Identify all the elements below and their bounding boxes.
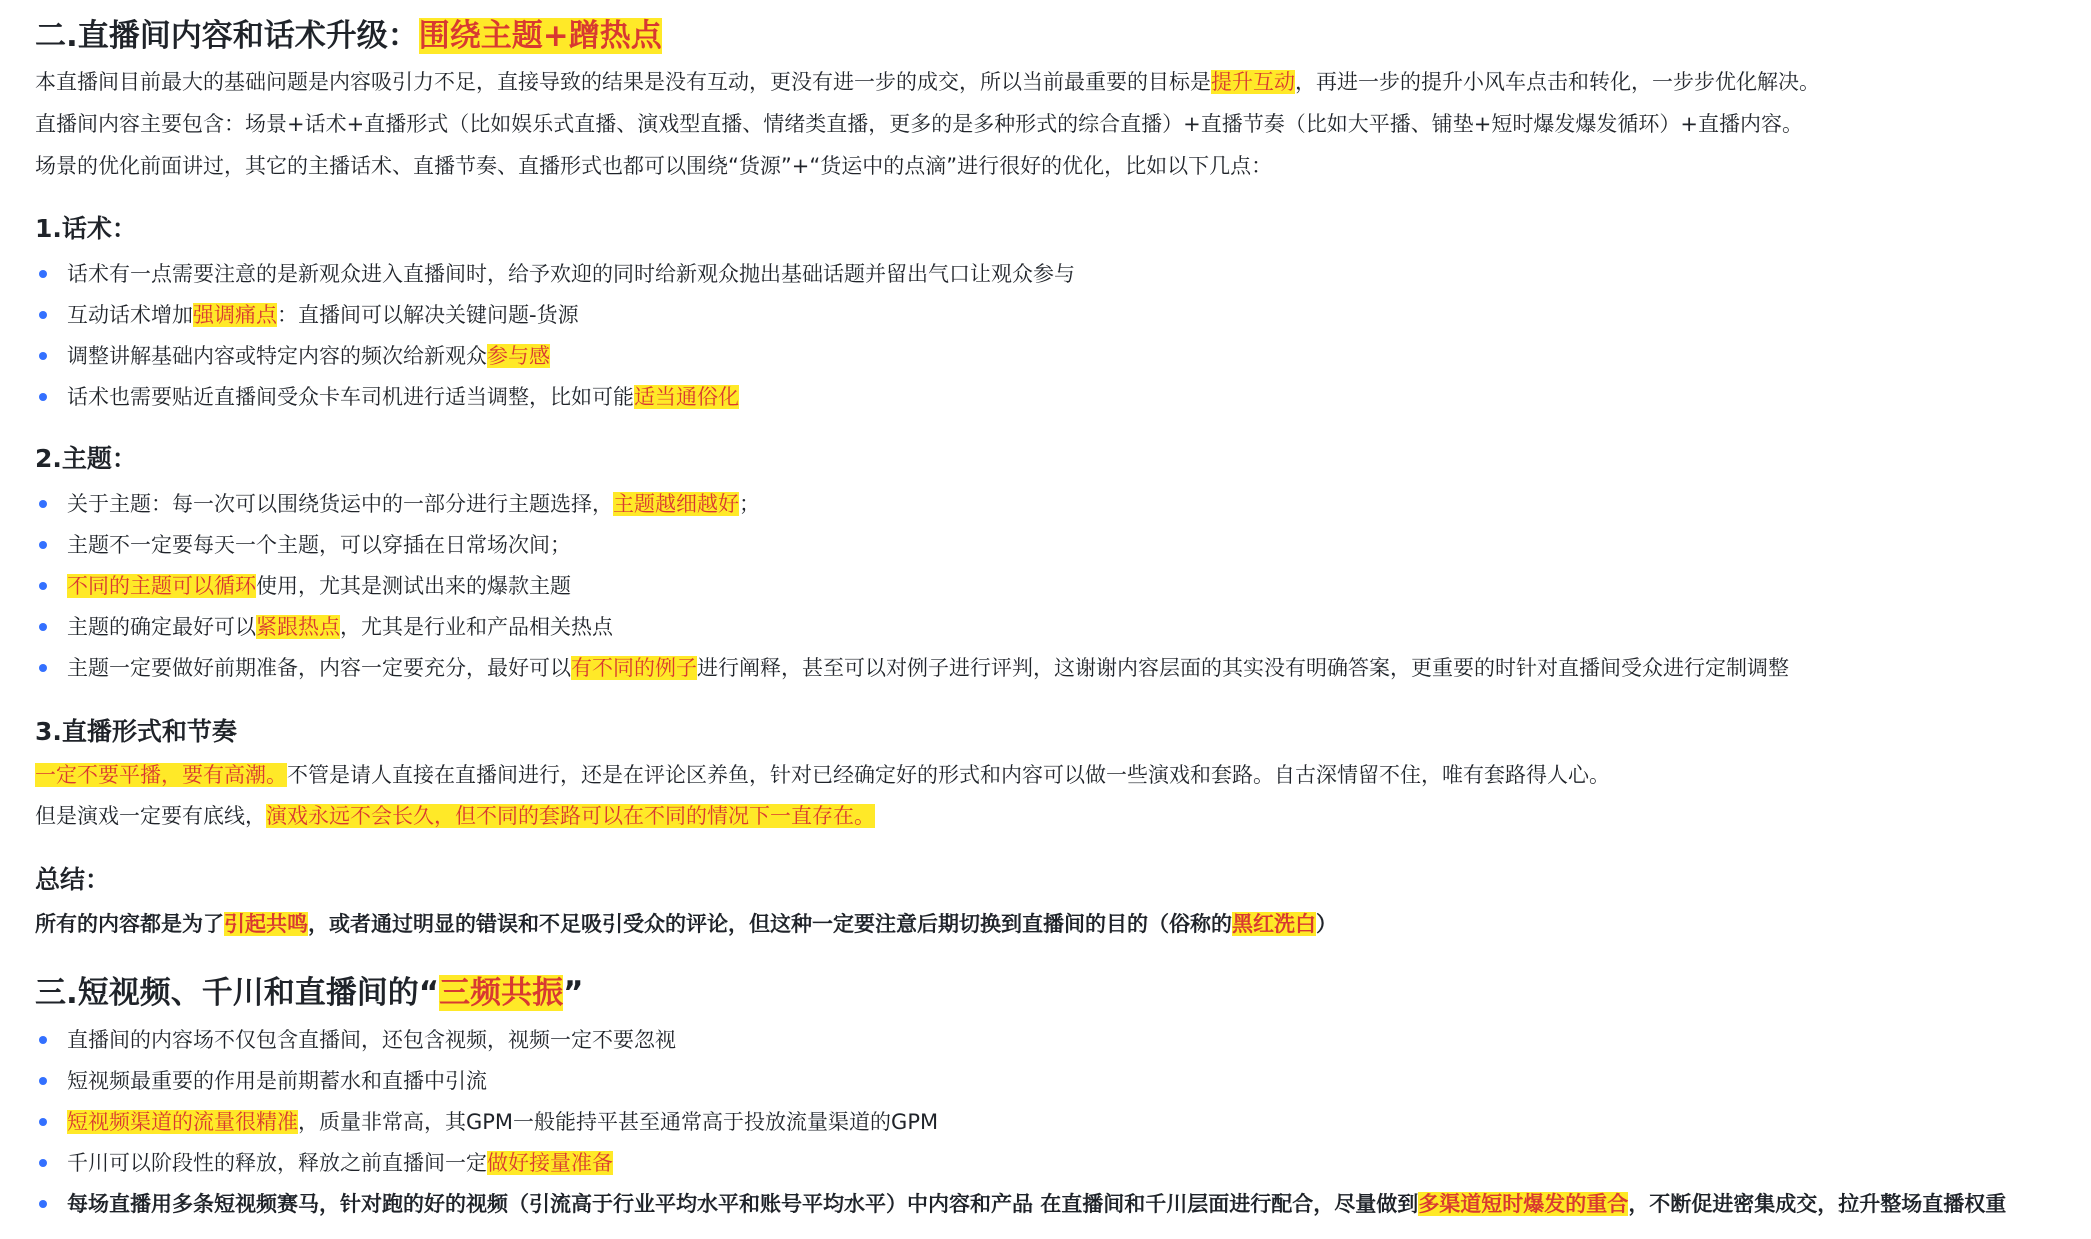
text: ； (739, 492, 760, 516)
bullet-icon (39, 1036, 47, 1044)
highlight: 做好接量准备 (487, 1151, 613, 1175)
text: 话术有一点需要注意的是新观众进入直播间时，给予欢迎的同时给新观众抛出基础话题并留出气口让观众参与 (67, 262, 1075, 286)
highlight: 多渠道短时爆发的重合 (1418, 1192, 1629, 1216)
paragraph-intro-2: 直播间内容主要包含：场景+话术+直播形式（比如娱乐式直播、演戏型直播、情绪类直播，更多的是多种形式的综合直播）+直播节奏（比如大平播、铺垫+短时爆发爆发循环）+直播内容。 (35, 112, 1803, 136)
highlight: 不同的主题可以循环 (67, 574, 256, 598)
bullet-icon (39, 1159, 47, 1167)
text: 主题一定要做好前期准备，内容一定要充分，最好可以 (67, 656, 571, 680)
section-3-heading (35, 973, 584, 1013)
bullet-icon (39, 623, 47, 631)
text: ） (1316, 912, 1337, 936)
list-item (67, 530, 571, 560)
list-item (67, 1148, 613, 1178)
highlight: 围绕主题+蹭热点 (418, 18, 662, 54)
text: ：直播间可以解决关键问题-货源 (277, 303, 579, 327)
paragraph-intro-3: 场景的优化前面讲过，其它的主播话术、直播节奏、直播形式也都可以围绕“货源”+“货运中的点滴”进行很好的优化，比如以下几点： (35, 154, 1273, 178)
text: 直播间的内容场不仅包含直播间，还包含视频，视频一定不要忽视 (67, 1028, 676, 1052)
bullet-icon (39, 393, 47, 401)
subsection-3-heading: 3.直播形式和节奏 (35, 717, 237, 746)
text: 千川可以阶段性的释放，释放之前直播间一定 (67, 1151, 487, 1175)
text: ，不断促进密集成交，拉升整场直播权重 (1628, 1192, 2007, 1216)
list-item (67, 653, 1789, 683)
list-item (67, 382, 739, 412)
text: 话术也需要贴近直播间受众卡车司机进行适当调整，比如可能 (67, 385, 634, 409)
bullet-icon (39, 1077, 47, 1085)
text: 不管是请人直接在直播间进行，还是在评论区养鱼，针对已经确定好的形式和内容可以做一些演戏和套路。自古深情留不住，唯有套路得人心。 (287, 763, 1610, 787)
text: 本直播间目前最大的基础问题是内容吸引力不足，直接导致的结果是没有互动，更没有进一步的成交，所以当前最重要的目标是 (35, 70, 1211, 94)
text: 互动话术增加 (67, 303, 193, 327)
section-2-heading (35, 16, 662, 56)
highlight: 有不同的例子 (571, 656, 697, 680)
bullet-icon (39, 311, 47, 319)
text: 调整讲解基础内容或特定内容的频次给新观众 (67, 344, 487, 368)
text: ，再进一步的提升小风车点击和转化，一步步优化解决。 (1295, 70, 1820, 94)
text: 短视频最重要的作用是前期蓄水和直播中引流 (67, 1069, 487, 1093)
text: ，或者通过明显的错误和不足吸引受众的评论，但这种一定要注意后期切换到直播间的目的（俗称的 (308, 912, 1232, 936)
list-item (67, 1189, 2006, 1219)
list-item (67, 612, 613, 642)
bullet-icon (39, 500, 47, 508)
bullet-icon (39, 582, 47, 590)
bullet-icon (39, 270, 47, 278)
bullet-icon (39, 664, 47, 672)
list-item (67, 1107, 938, 1137)
text: 使用，尤其是测试出来的爆款主题 (256, 574, 571, 598)
paragraph-intro-1 (35, 67, 1820, 97)
list-item (67, 259, 1075, 289)
list-item (67, 1025, 676, 1055)
summary-heading: 总结： (35, 865, 111, 894)
paragraph-rhythm-1 (35, 760, 1610, 790)
list-item (67, 1066, 487, 1096)
text: 所有的内容都是为了 (35, 912, 224, 936)
text: 关于主题：每一次可以围绕货运中的一部分进行主题选择， (67, 492, 613, 516)
highlight: 提升互动 (1211, 70, 1295, 94)
subsection-2-heading: 2.主题： (35, 444, 137, 473)
highlight: 强调痛点 (193, 303, 277, 327)
highlight: 短视频渠道的流量很精准 (67, 1110, 298, 1134)
highlight: 黑红洗白 (1232, 912, 1316, 936)
highlight: 演戏永远不会长久，但不同的套路可以在不同的情况下一直存在。 (266, 804, 875, 828)
list-item (67, 489, 760, 519)
highlight: 紧跟热点 (256, 615, 340, 639)
text: 每场直播用多条短视频赛马，针对跑的好的视频（引流高于行业平均水平和账号平均水平）中内容和产品 在直播间和千川层面进行配合，尽量做到 (67, 1192, 1419, 1216)
list-item (67, 341, 550, 371)
text: 主题不一定要每天一个主题，可以穿插在日常场次间； (67, 533, 571, 557)
heading-text: 二.直播间内容和话术升级： (35, 18, 419, 54)
highlight: 参与感 (487, 344, 550, 368)
text: 但是演戏一定要有底线， (35, 804, 266, 828)
text: 主题的确定最好可以 (67, 615, 256, 639)
subsection-1-heading: 1.话术： (35, 214, 137, 243)
heading-text: ” (563, 975, 584, 1011)
bullet-icon (39, 541, 47, 549)
heading-text: 三.短视频、千川和直播间的“ (35, 975, 440, 1011)
text: ，尤其是行业和产品相关热点 (340, 615, 613, 639)
list-item (67, 300, 579, 330)
highlight: 引起共鸣 (224, 912, 308, 936)
highlight: 适当通俗化 (634, 385, 739, 409)
summary-paragraph (35, 909, 1337, 939)
text: 进行阐释，甚至可以对例子进行评判，这谢谢内容层面的其实没有明确答案，更重要的时针对直播间受众进行定制调整 (697, 656, 1789, 680)
list-item (67, 571, 571, 601)
highlight: 一定不要平播，要有高潮。 (35, 763, 287, 787)
highlight: 三频共振 (439, 975, 564, 1011)
paragraph-rhythm-2 (35, 801, 875, 831)
bullet-icon (39, 352, 47, 360)
text: ，质量非常高，其GPM一般能持平甚至通常高于投放流量渠道的GPM (298, 1110, 939, 1134)
bullet-icon (39, 1118, 47, 1126)
bullet-icon (39, 1200, 47, 1208)
highlight: 主题越细越好 (613, 492, 739, 516)
